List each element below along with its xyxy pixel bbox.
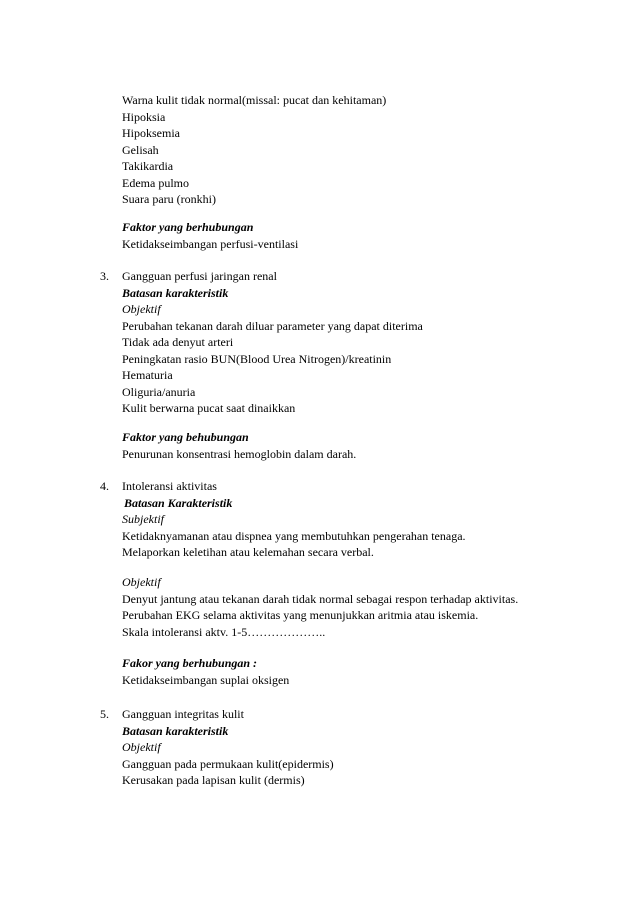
intro-symptom-list (0, 92, 638, 208)
faktor-text: Ketidakseimbangan suplai oksigen (122, 672, 290, 687)
section-number: 3. (100, 269, 109, 283)
list-item: Gangguan pada permukaan kulit(epidermis) (122, 756, 334, 771)
list-item: Perubahan EKG selama aktivitas yang menunjukkan aritmia atau iskemia. (122, 608, 479, 622)
list-item: Oliguria/anuria (122, 384, 196, 399)
section-title-text: Gangguan integritas kulit (122, 707, 244, 721)
list-item: Suara paru (ronkhi) (122, 192, 216, 206)
list-item: Hipoksia (122, 109, 166, 124)
section-5 (0, 706, 638, 789)
intro-faktor (0, 219, 638, 252)
list-item: Perubahan tekanan darah diluar parameter yang dapat diterima (122, 318, 423, 333)
list-item: Tidak ada denyut arteri (122, 335, 234, 349)
subjektif-label: Subjektif (122, 512, 164, 526)
section-4-faktor (0, 655, 638, 688)
faktor-heading: Fakor yang berhubungan : (122, 656, 258, 670)
section-number: 5. (100, 707, 109, 721)
list-item: Peningkatan rasio BUN(Blood Urea Nitrogen)/kreatinin (122, 351, 392, 366)
batasan-heading: Batasan karakteristik (122, 285, 229, 300)
section-title (0, 268, 638, 285)
faktor-heading: Faktor yang berhubungan (122, 220, 254, 234)
list-item: Takikardia (122, 159, 174, 173)
list-item: Denyut jantung atau tekanan darah tidak normal sebagai respon terhadap aktivitas. (122, 591, 519, 606)
section-3 (0, 268, 638, 417)
list-item: Kulit berwarna pucat saat dinaikkan (122, 401, 296, 415)
faktor-heading: Faktor yang behubungan (122, 430, 249, 444)
faktor-text: Penurunan konsentrasi hemoglobin dalam darah. (122, 446, 357, 461)
section-title (0, 478, 638, 495)
list-item: Skala intoleransi aktv. 1-5……………….. (122, 624, 326, 639)
section-4 (0, 478, 638, 561)
section-title-text: Gangguan perfusi jaringan renal (122, 269, 277, 283)
objektif-label: Objektif (122, 302, 161, 316)
section-title (0, 706, 638, 723)
list-item: Ketidaknyamanan atau dispnea yang membutuhkan pengerahan tenaga. (122, 528, 466, 543)
objektif-label: Objektif (122, 575, 161, 589)
section-title-text: Intoleransi aktivitas (122, 479, 217, 493)
section-number: 4. (100, 479, 109, 493)
list-item: Hipoksemia (122, 126, 180, 140)
list-item: Hematuria (122, 368, 173, 382)
faktor-text: Ketidakseimbangan perfusi-ventilasi (122, 236, 299, 251)
list-item: Melaporkan keletihan atau kelemahan secara verbal. (122, 545, 374, 559)
list-item: Gelisah (122, 142, 159, 157)
objektif-label: Objektif (122, 740, 161, 754)
section-3-faktor (0, 429, 638, 462)
section-4-objektif (0, 574, 638, 640)
batasan-heading: Batasan Karakteristik (124, 495, 233, 510)
list-item: Warna kulit tidak normal(missal: pucat dan kehitaman) (122, 93, 387, 107)
list-item: Kerusakan pada lapisan kulit (dermis) (122, 773, 305, 787)
list-item: Edema pulmo (122, 175, 189, 190)
batasan-heading: Batasan karakteristik (122, 723, 229, 738)
